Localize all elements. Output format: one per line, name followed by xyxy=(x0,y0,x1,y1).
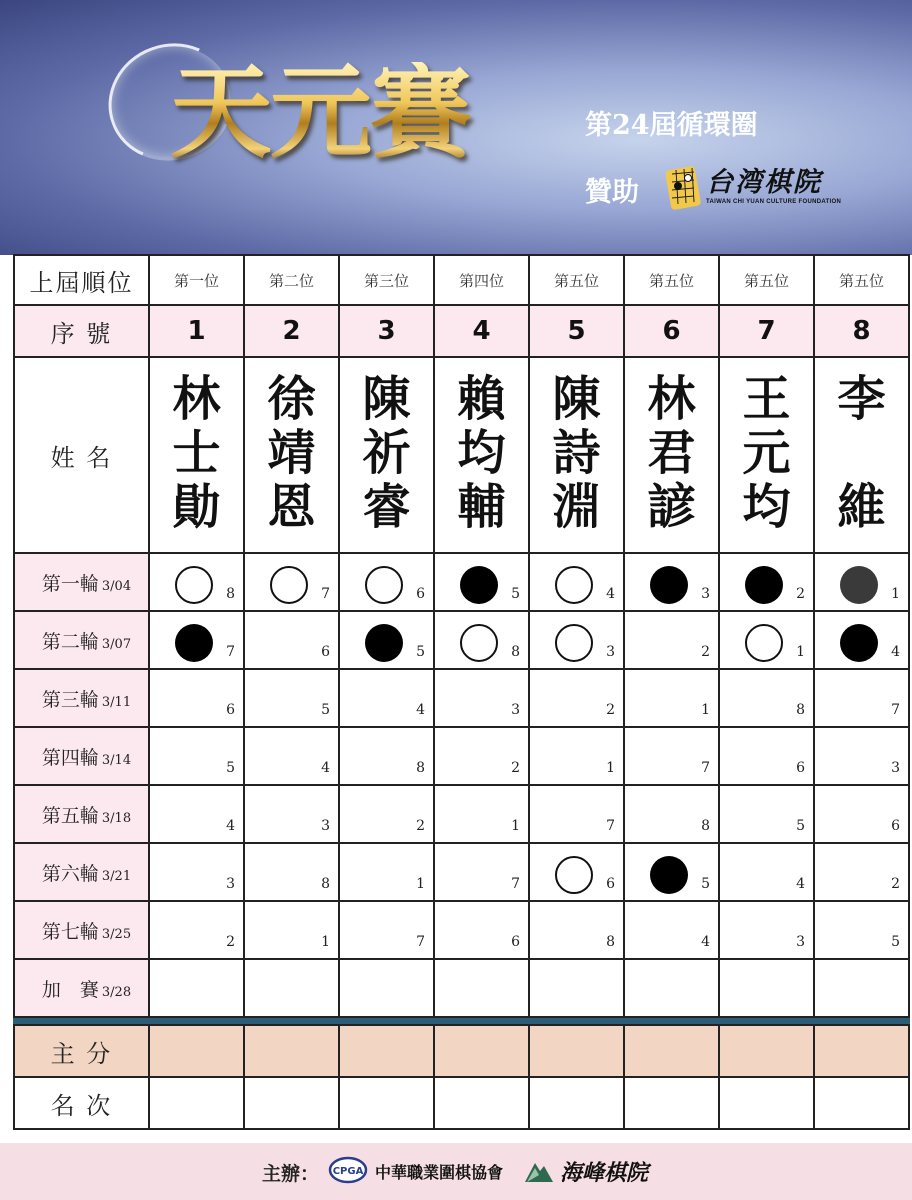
black-stone-icon xyxy=(650,856,688,894)
pairing-cell xyxy=(244,727,339,785)
main-score-cell xyxy=(244,1025,339,1077)
pairing-cell xyxy=(814,901,909,959)
pairing-cell xyxy=(624,553,719,611)
opponent-number: 5 xyxy=(701,876,710,892)
pairing-cell xyxy=(719,727,814,785)
main-score-cell xyxy=(434,1025,529,1077)
pairing-cell xyxy=(814,727,909,785)
player-name xyxy=(624,357,719,553)
player-name-text: 林 君 諺 xyxy=(647,371,696,535)
round-label xyxy=(14,785,149,843)
main-score-cell xyxy=(814,1025,909,1077)
mountain-logo-icon xyxy=(524,1155,554,1185)
opponent-number: 8 xyxy=(511,644,520,660)
black-stone-icon xyxy=(365,624,403,662)
pairing-cell xyxy=(719,611,814,669)
opponent-number: 6 xyxy=(891,818,900,834)
pairing-cell xyxy=(434,611,529,669)
pairing-cell xyxy=(719,901,814,959)
opponent-number: 1 xyxy=(606,760,615,776)
white-stone-icon xyxy=(175,566,213,604)
round-row xyxy=(14,727,909,785)
prev-rank-cell: 第五位 xyxy=(719,255,814,305)
prev-rank-label: 上屆順位 xyxy=(14,255,149,305)
opponent-number: 1 xyxy=(321,934,330,950)
player-name xyxy=(149,357,244,553)
round-label xyxy=(14,727,149,785)
seq-label: 序 號 xyxy=(14,305,149,357)
opponent-number: 3 xyxy=(511,702,520,718)
cpga-logo-icon xyxy=(328,1156,368,1184)
organizer-cpga: 中華職業圍棋協會 xyxy=(375,1163,504,1182)
player-name xyxy=(529,357,624,553)
footer-bar xyxy=(0,1143,912,1200)
pairing-cell xyxy=(244,901,339,959)
white-stone-icon xyxy=(555,624,593,662)
opponent-number: 8 xyxy=(796,702,805,718)
sponsor-label: 贊助 xyxy=(585,177,639,208)
opponent-number: 4 xyxy=(416,702,425,718)
pairing-cell xyxy=(339,959,434,1017)
round-robin-table xyxy=(13,254,910,1130)
main-score-cell xyxy=(719,1025,814,1077)
white-stone-icon xyxy=(555,856,593,894)
pairing-cell xyxy=(149,611,244,669)
round-name: 加 賽 xyxy=(41,978,99,1001)
opponent-number: 1 xyxy=(511,818,520,834)
pairing-cell xyxy=(434,669,529,727)
opponent-number: 2 xyxy=(226,934,235,950)
pairing-cell xyxy=(149,669,244,727)
round-date: 3/25 xyxy=(101,926,132,942)
prev-rank-row xyxy=(14,255,909,305)
main-score-row xyxy=(14,1025,909,1077)
pairing-cell xyxy=(814,843,909,901)
opponent-number: 2 xyxy=(416,818,425,834)
round-label xyxy=(14,843,149,901)
separator-band xyxy=(14,1017,909,1025)
pairing-cell xyxy=(624,843,719,901)
opponent-number: 7 xyxy=(891,702,900,718)
opponent-number: 7 xyxy=(511,876,520,892)
pairing-cell xyxy=(244,959,339,1017)
pairing-cell xyxy=(339,901,434,959)
white-stone-icon xyxy=(745,624,783,662)
player-name-text: 陳 詩 淵 xyxy=(552,371,601,535)
prev-rank-cell: 第五位 xyxy=(814,255,909,305)
opponent-number: 6 xyxy=(226,702,235,718)
opponent-number: 5 xyxy=(796,818,805,834)
opponent-number: 2 xyxy=(511,760,520,776)
placing-label: 名 次 xyxy=(14,1077,149,1129)
prev-rank-cell: 第三位 xyxy=(339,255,434,305)
round-row xyxy=(14,843,909,901)
opponent-number: 6 xyxy=(321,644,330,660)
tournament-title: 天元賽 xyxy=(170,53,470,173)
prev-rank-cell: 第五位 xyxy=(529,255,624,305)
placing-cell xyxy=(814,1077,909,1129)
round-name: 第一輪 xyxy=(41,572,99,595)
pairing-cell xyxy=(624,727,719,785)
opponent-number: 1 xyxy=(891,586,900,602)
organizer-label: 主辦： xyxy=(262,1163,320,1185)
placing-cell xyxy=(719,1077,814,1129)
opponent-number: 3 xyxy=(226,876,235,892)
name-label: 姓 名 xyxy=(14,357,149,553)
player-number: 1 xyxy=(149,305,244,357)
black-stone-icon xyxy=(460,566,498,604)
organizer-haifeng: 海峰棋院 xyxy=(560,1160,649,1186)
player-number: 2 xyxy=(244,305,339,357)
opponent-number: 3 xyxy=(796,934,805,950)
header-banner xyxy=(0,0,912,255)
main-score-cell xyxy=(624,1025,719,1077)
opponent-number: 4 xyxy=(226,818,235,834)
pairing-cell xyxy=(814,785,909,843)
opponent-number: 8 xyxy=(416,760,425,776)
pairing-cell xyxy=(244,669,339,727)
player-name xyxy=(244,357,339,553)
opponent-number: 3 xyxy=(321,818,330,834)
player-name xyxy=(339,357,434,553)
opponent-number: 1 xyxy=(416,876,425,892)
pairing-cell xyxy=(339,727,434,785)
cpga-badge-text: CPGA xyxy=(332,1166,364,1177)
round-row xyxy=(14,669,909,727)
opponent-number: 7 xyxy=(701,760,710,776)
round-label xyxy=(14,553,149,611)
opponent-number: 2 xyxy=(891,876,900,892)
black-stone-icon xyxy=(840,566,878,604)
round-row xyxy=(14,901,909,959)
pairing-cell xyxy=(529,843,624,901)
pairing-cell xyxy=(814,669,909,727)
round-label xyxy=(14,669,149,727)
player-number: 5 xyxy=(529,305,624,357)
opponent-number: 4 xyxy=(701,934,710,950)
opponent-number: 2 xyxy=(701,644,710,660)
opponent-number: 3 xyxy=(606,644,615,660)
prev-rank-cell: 第四位 xyxy=(434,255,529,305)
round-row xyxy=(14,959,909,1017)
white-stone-icon xyxy=(270,566,308,604)
round-date: 3/04 xyxy=(101,578,132,594)
placing-cell xyxy=(624,1077,719,1129)
pairing-cell xyxy=(624,611,719,669)
pairing-cell xyxy=(244,843,339,901)
opponent-number: 2 xyxy=(796,586,805,602)
pairing-cell xyxy=(719,843,814,901)
pairing-cell xyxy=(339,669,434,727)
opponent-number: 6 xyxy=(606,876,615,892)
pairing-cell xyxy=(719,669,814,727)
opponent-number: 4 xyxy=(606,586,615,602)
placing-cell xyxy=(339,1077,434,1129)
opponent-number: 4 xyxy=(891,644,900,660)
black-stone-icon xyxy=(745,566,783,604)
opponent-number: 3 xyxy=(701,586,710,602)
pairing-cell xyxy=(434,959,529,1017)
placing-cell xyxy=(149,1077,244,1129)
pairing-cell xyxy=(434,727,529,785)
opponent-number: 8 xyxy=(321,876,330,892)
pairing-cell xyxy=(434,843,529,901)
pairing-cell xyxy=(529,611,624,669)
player-name xyxy=(719,357,814,553)
player-name-text: 陳 祈 睿 xyxy=(362,371,411,535)
round-name: 第六輪 xyxy=(41,862,99,885)
opponent-number: 5 xyxy=(511,586,520,602)
prev-rank-cell: 第二位 xyxy=(244,255,339,305)
round-date: 3/18 xyxy=(101,810,132,826)
opponent-number: 5 xyxy=(891,934,900,950)
player-name-text: 李 維 xyxy=(837,371,886,535)
main-score-cell xyxy=(339,1025,434,1077)
pairing-cell xyxy=(624,901,719,959)
pairing-cell xyxy=(624,669,719,727)
opponent-number: 1 xyxy=(796,644,805,660)
round-label xyxy=(14,901,149,959)
black-stone-icon xyxy=(840,624,878,662)
main-score-label: 主 分 xyxy=(14,1025,149,1077)
pairing-cell xyxy=(149,843,244,901)
white-stone-icon xyxy=(460,624,498,662)
player-number: 8 xyxy=(814,305,909,357)
pairing-cell xyxy=(719,553,814,611)
player-number: 6 xyxy=(624,305,719,357)
opponent-number: 2 xyxy=(606,702,615,718)
player-number: 4 xyxy=(434,305,529,357)
pairing-cell xyxy=(244,785,339,843)
pairing-cell xyxy=(529,785,624,843)
round-row xyxy=(14,611,909,669)
sponsor-subtitle: TAIWAN CHI YUAN CULTURE FOUNDATION xyxy=(706,199,842,205)
white-stone-icon xyxy=(555,566,593,604)
round-name: 第七輪 xyxy=(41,920,99,943)
pairing-cell xyxy=(149,901,244,959)
player-number: 3 xyxy=(339,305,434,357)
round-label xyxy=(14,611,149,669)
player-name-text: 徐 靖 恩 xyxy=(267,371,316,535)
player-name-text: 賴 均 輔 xyxy=(457,371,506,535)
pairing-cell xyxy=(149,959,244,1017)
round-date: 3/11 xyxy=(101,694,132,710)
name-row xyxy=(14,357,909,553)
opponent-number: 7 xyxy=(606,818,615,834)
seq-row xyxy=(14,305,909,357)
pairing-cell xyxy=(244,611,339,669)
opponent-number: 5 xyxy=(416,644,425,660)
player-name xyxy=(814,357,909,553)
placing-cell xyxy=(529,1077,624,1129)
prev-rank-cell: 第一位 xyxy=(149,255,244,305)
player-name-text: 林 士 勛 xyxy=(172,371,221,535)
black-stone-icon xyxy=(175,624,213,662)
round-label xyxy=(14,959,149,1017)
edition-label: 第24屆循環圈 xyxy=(585,110,758,141)
round-row xyxy=(14,785,909,843)
pairing-cell xyxy=(339,553,434,611)
opponent-number: 3 xyxy=(891,760,900,776)
opponent-number: 8 xyxy=(606,934,615,950)
player-number: 7 xyxy=(719,305,814,357)
pairing-cell xyxy=(339,611,434,669)
player-name-text: 王 元 均 xyxy=(742,371,791,535)
opponent-number: 4 xyxy=(796,876,805,892)
opponent-number: 7 xyxy=(416,934,425,950)
pairing-cell xyxy=(339,785,434,843)
pairing-cell xyxy=(149,727,244,785)
pairing-cell xyxy=(624,785,719,843)
pairing-cell xyxy=(529,553,624,611)
pairing-cell xyxy=(339,843,434,901)
pairing-cell xyxy=(149,785,244,843)
pairing-cell xyxy=(719,785,814,843)
pairing-cell xyxy=(434,553,529,611)
opponent-number: 1 xyxy=(701,702,710,718)
round-date: 3/07 xyxy=(101,636,132,652)
prev-rank-cell: 第五位 xyxy=(624,255,719,305)
pairing-cell xyxy=(149,553,244,611)
round-date: 3/21 xyxy=(101,868,132,884)
placing-row xyxy=(14,1077,909,1129)
opponent-number: 6 xyxy=(511,934,520,950)
opponent-number: 7 xyxy=(321,586,330,602)
round-name: 第二輪 xyxy=(41,630,99,653)
pairing-cell xyxy=(529,959,624,1017)
pairing-cell xyxy=(624,959,719,1017)
black-stone-icon xyxy=(650,566,688,604)
pairing-cell xyxy=(244,553,339,611)
opponent-number: 8 xyxy=(701,818,710,834)
main-score-cell xyxy=(529,1025,624,1077)
opponent-number: 5 xyxy=(321,702,330,718)
round-date: 3/14 xyxy=(101,752,132,768)
pairing-cell xyxy=(434,901,529,959)
round-name: 第四輪 xyxy=(41,746,99,769)
pairing-cell xyxy=(529,669,624,727)
pairing-cell xyxy=(814,959,909,1017)
main-score-cell xyxy=(149,1025,244,1077)
opponent-number: 8 xyxy=(226,586,235,602)
player-name xyxy=(434,357,529,553)
pairing-cell xyxy=(529,727,624,785)
opponent-number: 4 xyxy=(321,760,330,776)
placing-cell xyxy=(434,1077,529,1129)
opponent-number: 5 xyxy=(226,760,235,776)
opponent-number: 7 xyxy=(226,644,235,660)
round-row xyxy=(14,553,909,611)
pairing-cell xyxy=(434,785,529,843)
pairing-cell xyxy=(719,959,814,1017)
pairing-cell xyxy=(814,611,909,669)
pairing-cell xyxy=(814,553,909,611)
round-name: 第三輪 xyxy=(41,688,99,711)
placing-cell xyxy=(244,1077,339,1129)
round-date: 3/28 xyxy=(101,984,132,1000)
opponent-number: 6 xyxy=(416,586,425,602)
white-stone-icon xyxy=(365,566,403,604)
sponsor-name: 台湾棋院 xyxy=(706,167,822,198)
opponent-number: 6 xyxy=(796,760,805,776)
pairing-cell xyxy=(529,901,624,959)
round-name: 第五輪 xyxy=(41,804,99,827)
